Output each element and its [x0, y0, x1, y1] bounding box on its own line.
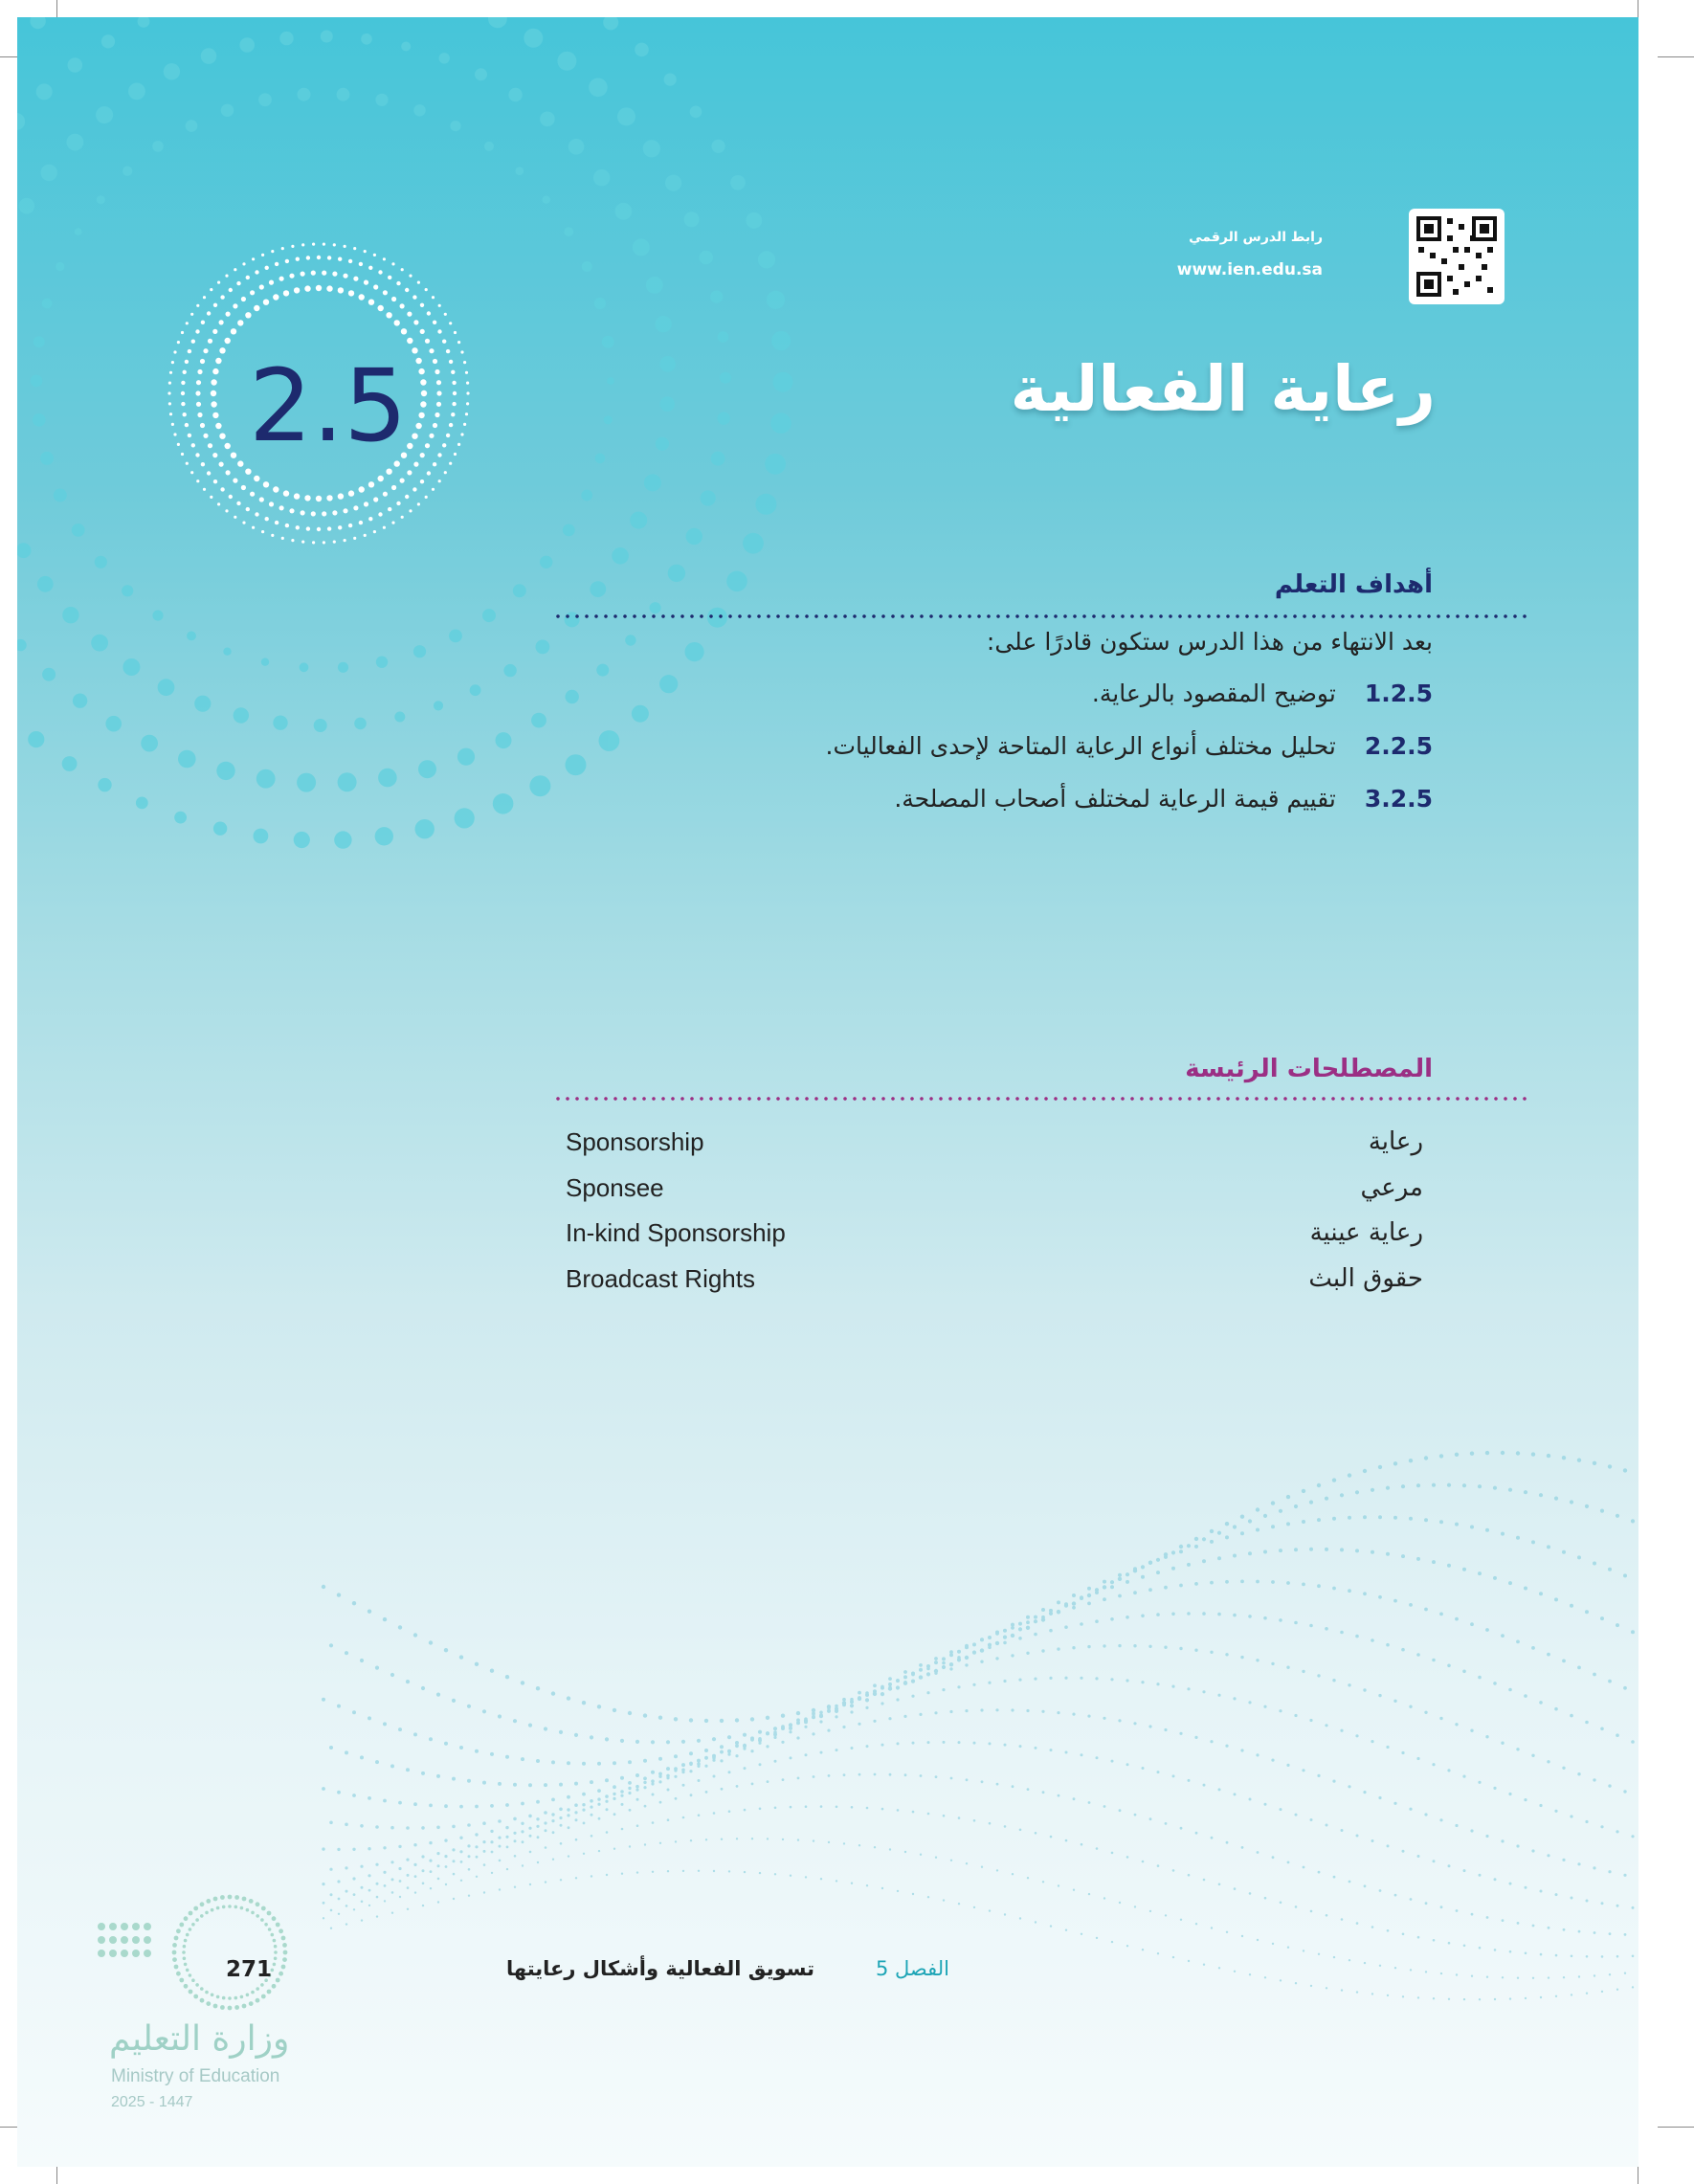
- objective-text: تحليل مختلف أنواع الرعاية المتاحة لإحدى الفعاليات.: [825, 732, 1336, 760]
- objective-text: توضيح المقصود بالرعاية.: [1091, 680, 1336, 707]
- page-number: 271: [226, 1957, 273, 1982]
- objectives-heading: أهداف التعلم: [1274, 570, 1433, 599]
- lesson-title: رعاية الفعالية: [1010, 352, 1436, 426]
- ministry-name-arabic: وزارة التعليم: [109, 2019, 290, 2059]
- term-arabic: رعاية: [1368, 1127, 1423, 1156]
- objectives-intro: بعد الانتهاء من هذا الدرس ستكون قادرًا على:: [986, 628, 1433, 656]
- qr-url-link[interactable]: www.ien.edu.sa: [1176, 260, 1323, 279]
- qr-caption: رابط الدرس الرقمي: [1189, 230, 1323, 245]
- crop-mark: [1658, 2127, 1694, 2128]
- footer-chapter-title: تسويق الفعالية وأشكال رعايتها: [505, 1957, 814, 1980]
- objective-number: 1.2.5: [1364, 680, 1433, 707]
- ministry-year: 2025 - 1447: [111, 2094, 193, 2110]
- term-english: Broadcast Rights: [566, 1264, 755, 1293]
- crop-mark: [1658, 56, 1694, 57]
- objective-number: 2.2.5: [1364, 732, 1433, 760]
- term-english: Sponsee: [566, 1173, 664, 1202]
- term-english: Sponsorship: [566, 1127, 704, 1156]
- term-arabic: مرعي: [1360, 1173, 1423, 1202]
- term-arabic: حقوق البث: [1308, 1264, 1423, 1293]
- objective-number: 3.2.5: [1364, 785, 1433, 813]
- objective-text: تقييم قيمة الرعاية لمختلف أصحاب المصلحة.: [894, 785, 1336, 813]
- footer-chapter: الفصل 5: [875, 1957, 949, 1980]
- lesson-number: 2.5: [249, 347, 408, 464]
- term-english: In-kind Sponsorship: [566, 1218, 786, 1247]
- page: [17, 17, 1638, 2167]
- ministry-name-english: Ministry of Education: [111, 2066, 280, 2086]
- key-terms-heading: المصطلحات الرئيسة: [1185, 1055, 1433, 1083]
- ministry-logo-icon: [17, 17, 1638, 2167]
- term-arabic: رعاية عينية: [1309, 1218, 1423, 1247]
